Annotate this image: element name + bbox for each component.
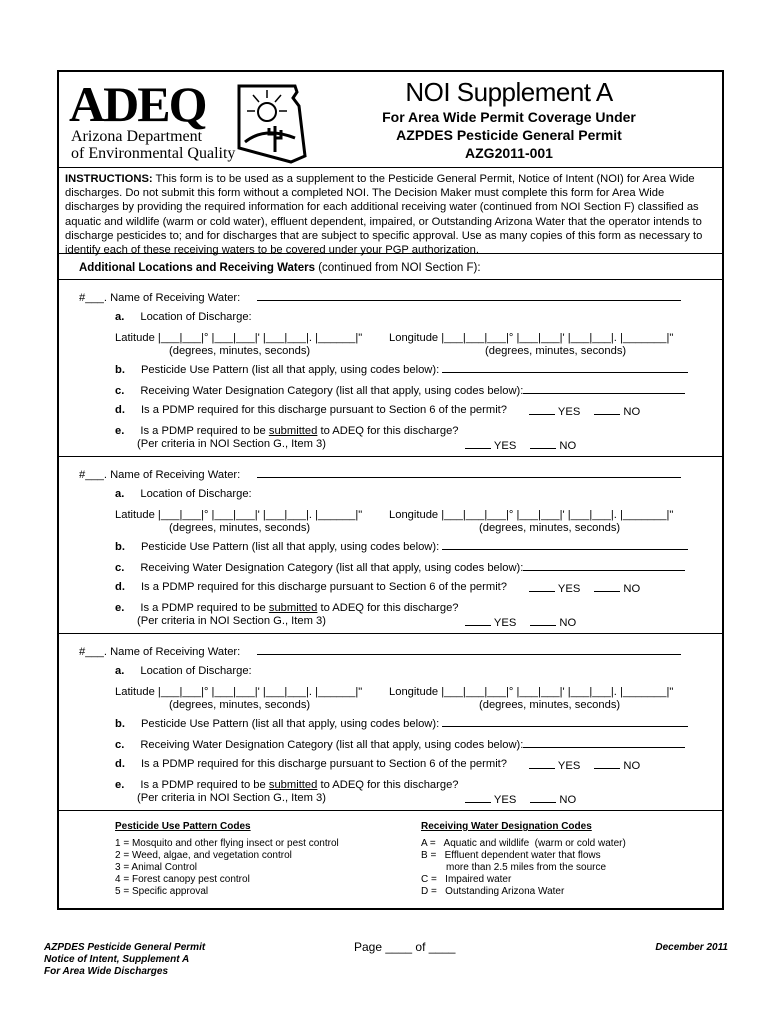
water-designation-code-item: B = Effluent dependent water that flows <box>421 850 601 861</box>
footer-permit-info <box>44 942 205 978</box>
item-e-text-underlined: submitted <box>268 602 318 614</box>
latitude-dms-note: (degrees, minutes, seconds) <box>169 699 311 711</box>
use-pattern-code-item: 3 = Animal Control <box>115 862 197 873</box>
item-b-text: Pesticide Use Pattern (list all that apply, using codes below): <box>140 364 440 376</box>
instructions <box>59 168 722 257</box>
adeq-logo <box>69 78 339 164</box>
water-designation-code-item: D = Outstanding Arizona Water <box>421 886 565 897</box>
entry-number-label: #___. Name of Receiving Water: <box>79 292 241 304</box>
pdmp-submit-yes-field[interactable] <box>465 615 491 626</box>
instructions-text: This form is to be used as a supplement to the Pesticide General Permit, Notice of Intent (NOI) for Area Wide discharges. Do not submit this form without a completed NOI. The Decision Maker must complete this form for Area Wide discharges by providing the required information for each additional receiving water (continued from NOI Section F) classified as aquatic and wildlife (warm or cold water), effluent dependent, impaired, or Outstanding Arizona Water that the operator intends to discharge pesticides to; and for discharges that are subject to specific approval. Use as many copies of this form as necessary to identify each of these receiving waters to be covered under your PGP authorization. <box>65 173 703 257</box>
item-e-criteria: (Per criteria in NOI Section G., Item 3) <box>137 615 326 627</box>
pdmp-required-no-field[interactable] <box>594 581 620 592</box>
form-header <box>59 72 722 168</box>
pesticide-use-pattern-field[interactable] <box>442 716 688 727</box>
water-designation-code-item: more than 2.5 miles from the source <box>421 862 607 873</box>
item-e-text-post: to ADEQ for this discharge? <box>317 779 459 791</box>
entry-number-label: #___. Name of Receiving Water: <box>79 646 241 658</box>
footer-date: December 2011 <box>655 942 728 953</box>
yes-label: YES <box>557 406 581 418</box>
water-designation-code-item: C = Impaired water <box>421 874 512 885</box>
water-designation-field[interactable] <box>523 737 685 748</box>
item-e-criteria: (Per criteria in NOI Section G., Item 3) <box>137 792 326 804</box>
item-d-label: d. <box>115 581 125 593</box>
item-e-criteria: (Per criteria in NOI Section G., Item 3) <box>137 438 326 450</box>
section-note: (continued from NOI Section F): <box>315 262 481 274</box>
item-e-text-pre: Is a PDMP required to be <box>140 425 269 437</box>
use-pattern-code-item: 5 = Specific approval <box>115 886 209 897</box>
no-label: NO <box>559 794 577 806</box>
item-b-label: b. <box>115 364 125 376</box>
section-heading <box>59 254 722 280</box>
arizona-state-icon <box>235 82 313 164</box>
no-label: NO <box>559 440 577 452</box>
footer-line-2: Notice of Intent, Supplement A <box>44 954 190 965</box>
item-c-text: Receiving Water Designation Category (list all that apply, using codes below): <box>140 385 524 397</box>
item-a-text: Location of Discharge: <box>140 665 252 677</box>
water-designation-field[interactable] <box>523 383 685 394</box>
item-d-text: Is a PDMP required for this discharge pursuant to Section 6 of the permit? <box>140 404 508 416</box>
item-b-label: b. <box>115 541 125 553</box>
item-a-text: Location of Discharge: <box>140 311 252 323</box>
item-d-label: d. <box>115 404 125 416</box>
footer-line-1: AZPDES Pesticide General Permit <box>44 942 206 953</box>
item-e-text-pre: Is a PDMP required to be <box>140 602 269 614</box>
item-e-label: e. <box>115 779 125 791</box>
water-designation-codes-title: Receiving Water Designation Codes <box>421 821 592 832</box>
pesticide-use-pattern-field[interactable] <box>442 539 688 550</box>
water-designation-field[interactable] <box>523 560 685 571</box>
receiving-water-name-field[interactable] <box>257 467 681 478</box>
item-a-label: a. <box>115 665 125 677</box>
receiving-water-entry <box>59 280 722 457</box>
receiving-water-name-field[interactable] <box>257 290 681 301</box>
entry-number-label: #___. Name of Receiving Water: <box>79 469 241 481</box>
item-d-text: Is a PDMP required for this discharge pursuant to Section 6 of the permit? <box>140 581 508 593</box>
noi-supplement-form <box>57 70 724 910</box>
latitude-field[interactable]: Latitude |___|___|° |___|___|' |___|___|. |______|" <box>115 686 363 698</box>
longitude-field[interactable]: Longitude |___|___|___|° |___|___|' |___|___|. |_______|" <box>389 509 674 521</box>
form-subtitle-1: For Area Wide Permit Coverage Under <box>382 109 636 125</box>
item-e-text-underlined: submitted <box>268 779 318 791</box>
item-e-label: e. <box>115 425 125 437</box>
item-a-label: a. <box>115 311 125 323</box>
no-label: NO <box>559 617 577 629</box>
use-pattern-codes-title: Pesticide Use Pattern Codes <box>115 821 251 832</box>
item-e-text-post: to ADEQ for this discharge? <box>317 602 459 614</box>
longitude-dms-note: (degrees, minutes, seconds) <box>479 699 621 711</box>
latitude-field[interactable]: Latitude |___|___|° |___|___|' |___|___|. |______|" <box>115 332 363 344</box>
yes-label: YES <box>493 617 517 629</box>
longitude-dms-note: (degrees, minutes, seconds) <box>479 522 621 534</box>
item-c-text: Receiving Water Designation Category (list all that apply, using codes below): <box>140 562 524 574</box>
item-e-text-post: to ADEQ for this discharge? <box>317 425 459 437</box>
instructions-label: INSTRUCTIONS: <box>65 173 153 185</box>
item-b-text: Pesticide Use Pattern (list all that apply, using codes below): <box>140 541 440 553</box>
section-title: Additional Locations and Receiving Waters <box>79 262 315 274</box>
pdmp-required-yes-field[interactable] <box>529 758 555 769</box>
water-designation-code-item: A = Aquatic and wildlife (warm or cold water) <box>421 838 626 849</box>
pdmp-submit-no-field[interactable] <box>530 792 556 803</box>
item-b-label: b. <box>115 718 125 730</box>
logo-wordmark: ADEQ <box>69 76 206 132</box>
item-e-text-underlined: submitted <box>268 425 318 437</box>
item-d-label: d. <box>115 758 125 770</box>
item-c-label: c. <box>115 739 125 751</box>
latitude-field[interactable]: Latitude |___|___|° |___|___|' |___|___|. |______|" <box>115 509 363 521</box>
logo-text-line2: of Environmental Quality <box>71 145 236 162</box>
longitude-field[interactable]: Longitude |___|___|___|° |___|___|' |___|___|. |_______|" <box>389 686 674 698</box>
pdmp-required-no-field[interactable] <box>594 758 620 769</box>
no-label: NO <box>623 583 641 595</box>
item-c-label: c. <box>115 562 125 574</box>
form-title: NOI Supplement A <box>405 77 613 107</box>
pesticide-use-pattern-field[interactable] <box>442 362 688 373</box>
logo-text-line1: Arizona Department <box>71 128 203 145</box>
use-pattern-code-item: 4 = Forest canopy pest control <box>115 874 250 885</box>
pdmp-required-yes-field[interactable] <box>529 404 555 415</box>
page-number: Page ____ of ____ <box>354 940 456 954</box>
yes-label: YES <box>493 440 517 452</box>
form-subtitle-2: AZPDES Pesticide General Permit <box>396 127 622 143</box>
pdmp-submit-yes-field[interactable] <box>465 438 491 449</box>
receiving-water-entry <box>59 634 722 811</box>
pdmp-submit-no-field[interactable] <box>530 615 556 626</box>
yes-label: YES <box>493 794 517 806</box>
item-b-text: Pesticide Use Pattern (list all that apply, using codes below): <box>140 718 440 730</box>
footer-line-3: For Area Wide Discharges <box>44 966 169 977</box>
pdmp-submit-no-field[interactable] <box>530 438 556 449</box>
latitude-dms-note: (degrees, minutes, seconds) <box>169 522 311 534</box>
no-label: NO <box>623 760 641 772</box>
use-pattern-codes <box>115 821 339 898</box>
longitude-dms-note: (degrees, minutes, seconds) <box>485 345 627 357</box>
yes-label: YES <box>557 583 581 595</box>
title-block <box>359 76 659 162</box>
item-e-label: e. <box>115 602 125 614</box>
form-subtitle-3: AZG2011-001 <box>465 145 553 161</box>
use-pattern-code-item: 2 = Weed, algae, and vegetation control <box>115 850 292 861</box>
use-pattern-code-item: 1 = Mosquito and other flying insect or pest control <box>115 838 339 849</box>
longitude-field[interactable]: Longitude |___|___|___|° |___|___|' |___|___|. |_______|" <box>389 332 674 344</box>
item-d-text: Is a PDMP required for this discharge pursuant to Section 6 of the permit? <box>140 758 508 770</box>
receiving-water-name-field[interactable] <box>257 644 681 655</box>
no-label: NO <box>623 406 641 418</box>
item-e-text-pre: Is a PDMP required to be <box>140 779 269 791</box>
code-legend <box>59 811 722 898</box>
yes-label: YES <box>557 760 581 772</box>
water-designation-codes <box>421 821 626 898</box>
pdmp-required-no-field[interactable] <box>594 404 620 415</box>
latitude-dms-note: (degrees, minutes, seconds) <box>169 345 311 357</box>
item-c-label: c. <box>115 385 125 397</box>
item-a-text: Location of Discharge: <box>140 488 252 500</box>
pdmp-submit-yes-field[interactable] <box>465 792 491 803</box>
item-c-text: Receiving Water Designation Category (list all that apply, using codes below): <box>140 739 524 751</box>
item-a-label: a. <box>115 488 125 500</box>
receiving-water-entry <box>59 457 722 634</box>
pdmp-required-yes-field[interactable] <box>529 581 555 592</box>
